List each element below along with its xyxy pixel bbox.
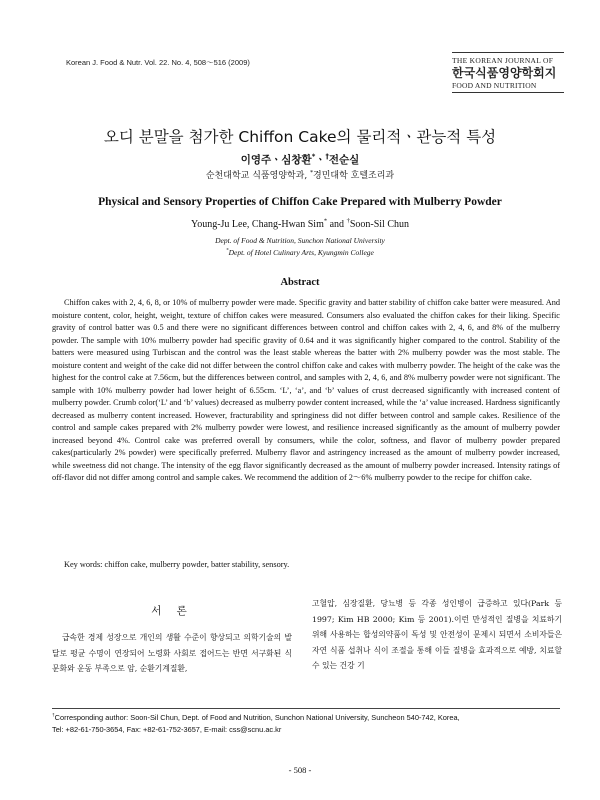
ko-corresponding-author: 전순실 [328, 154, 360, 166]
ko-author-names: 이영주ㆍ심창환 [240, 154, 312, 166]
keywords: Key words: chiffon cake, mulberry powder, batter stability, sensory. [64, 560, 290, 569]
footnote-line-1: Corresponding author: Soon-Sil Chun, Dept. of Food and Nutrition, Sunchon National University, Suncheon 540-742, Korea, [54, 713, 460, 722]
ko-author-separator: ㆍ [315, 154, 326, 166]
english-title: Physical and Sensory Properties of Chiffon Cake Prepared with Mulberry Powder [98, 196, 502, 208]
introduction-left-column: 급속한 경제 성장으로 개인의 생활 수준이 향상되고 의학기술의 발달로 평균 수명이 연장되어 노령화 사회로 접어드는 반면 서구화된 식문화와 운동 부족으로 암, 순환기계질환, [52, 633, 292, 673]
footnote-line-2: Tel: +82-61-750-3654, Fax: +82-61-752-3657, E-mail: css@scnu.ac.kr [52, 725, 282, 734]
journal-citation: Korean J. Food & Nutr. Vol. 22. No. 4, 508～516 (2009) [66, 58, 250, 67]
journal-logo-box [452, 52, 564, 93]
en-affiliation-mark: * [226, 248, 229, 254]
ko-author-mark-1: * [311, 152, 316, 161]
english-authors [0, 219, 600, 230]
korean-title: 오디 분말을 첨가한 Chiffon Cake의 물리적ㆍ관능적 특성 [103, 128, 497, 146]
en-corresponding-author: Soon-Sil Chun [349, 219, 409, 230]
footnote-mark: † [52, 713, 55, 719]
en-author-names: Young-Ju Lee, Chang-Hwan Sim [190, 219, 324, 230]
journal-name-en: THE KOREAN JOURNAL OF [452, 56, 554, 65]
en-author-and: and [327, 219, 347, 230]
korean-authors [0, 152, 600, 167]
english-affiliation-1: Dept. of Food & Nutrition, Sunchon National University [215, 236, 385, 245]
en-author-mark-2: † [346, 217, 350, 225]
ko-affiliation-second: 경민대학 호텔조리과 [313, 171, 395, 181]
english-affiliation-2 [0, 248, 600, 257]
journal-box-top-rule [452, 52, 564, 53]
corresponding-author-footnote [52, 712, 562, 736]
page-number: - 508 - [288, 765, 312, 775]
ko-affiliation-mark: * [310, 170, 314, 176]
introduction-right-column: 고혈압, 심장질환, 당뇨병 등 각종 성인병이 급증하고 있다(Park 등 1997; Kim HB 2000; Kim 등 2001).이런 만성적인 질병을 치료하기 위해 사용하는 합성의약품이 독성 및 안전성이 문제시 되면서 소비자들은 자연 식품 섭취나 식이 조절을 통해 이들 질병을 효과적으로 예방, 치료할 수 있는 건강 기 [312, 599, 562, 670]
journal-name-ko: 한국식품영양학회지 [452, 66, 557, 80]
introduction-heading: 서 론 [151, 605, 193, 617]
footnote-divider [52, 708, 560, 709]
en-affiliation-2-text: Dept. of Hotel Culinary Arts, Kyungmin College [228, 248, 374, 257]
en-author-mark-1: * [323, 217, 328, 225]
ko-affiliation-main: 순천대학교 식품영양학과, [205, 171, 308, 181]
abstract-body: Chiffon cakes with 2, 4, 6, 8, or 10% of mulberry powder were made. Specific gravity and batter stability of chiffon cake batter were measured. And moisture content, color, height, weight, texture of chiffon cakes were measured. Consumers also evaluated the chiffon cakes for their liking. Specific gravity of control batter was 0.5 and there were no significant differences between control and chiffon cakes with 2, 4, 6, and 8% of the mulberry powder. The sample with 10% mulberry powder had specific gravity of 0.64 and it was significantly higher compared to the control. Stability of the batters were measured using Turbiscan and the control was the least stable whereas the batter with 2% mulberry powder was the most stable. The moisture content and weight of the cake did not differ between the control chiffon cake and cakes with mulberry powder. The height of the cake was the highest for the control cake at 7.56cm, but the differences between control, and samples with 2, 4, 6, and 8% mulberry powder were not significant. The sample with 10% mulberry powder had lower height of 6.55cm. ‘L’, ‘a’, and ‘b’ values of crust decreased significantly with increased content of mulberry powder. Crumb color(‘L’ and ‘b’ values) decreased as mulberry powder content increased, while the ‘a’ value increased. Hardness significantly decreased as mulberry content increased. However, fracturability and springiness did not differ between control and sample cakes. Resilience of the control and sample cakes prepared with 2% mulberry powder were lowest, and resilience increased significantly as the amount of mulberry powder increased beyond 4%. Control cake was preferred overall by consumers, while the color, softness, and flavor of mulberry powder prepared cakes(particularly 2% powder) were specifically preferred. Mulberry flavor and astringency increased as the amount of mulberry powder increased, while sweetness did not change. The intensity of the egg flavor significantly decreased as the amount of mulberry powder increased. Intensity ratings of off-flavor did not differ among control and sample cakes. We recommend the addition of 2～6% mulberry powder to the recipe for chiffon cake. [52, 298, 560, 482]
abstract-heading: Abstract [280, 277, 320, 288]
journal-subtitle: FOOD AND NUTRITION [452, 81, 564, 93]
korean-affiliation [0, 168, 600, 181]
ko-author-mark-2: † [325, 152, 329, 161]
